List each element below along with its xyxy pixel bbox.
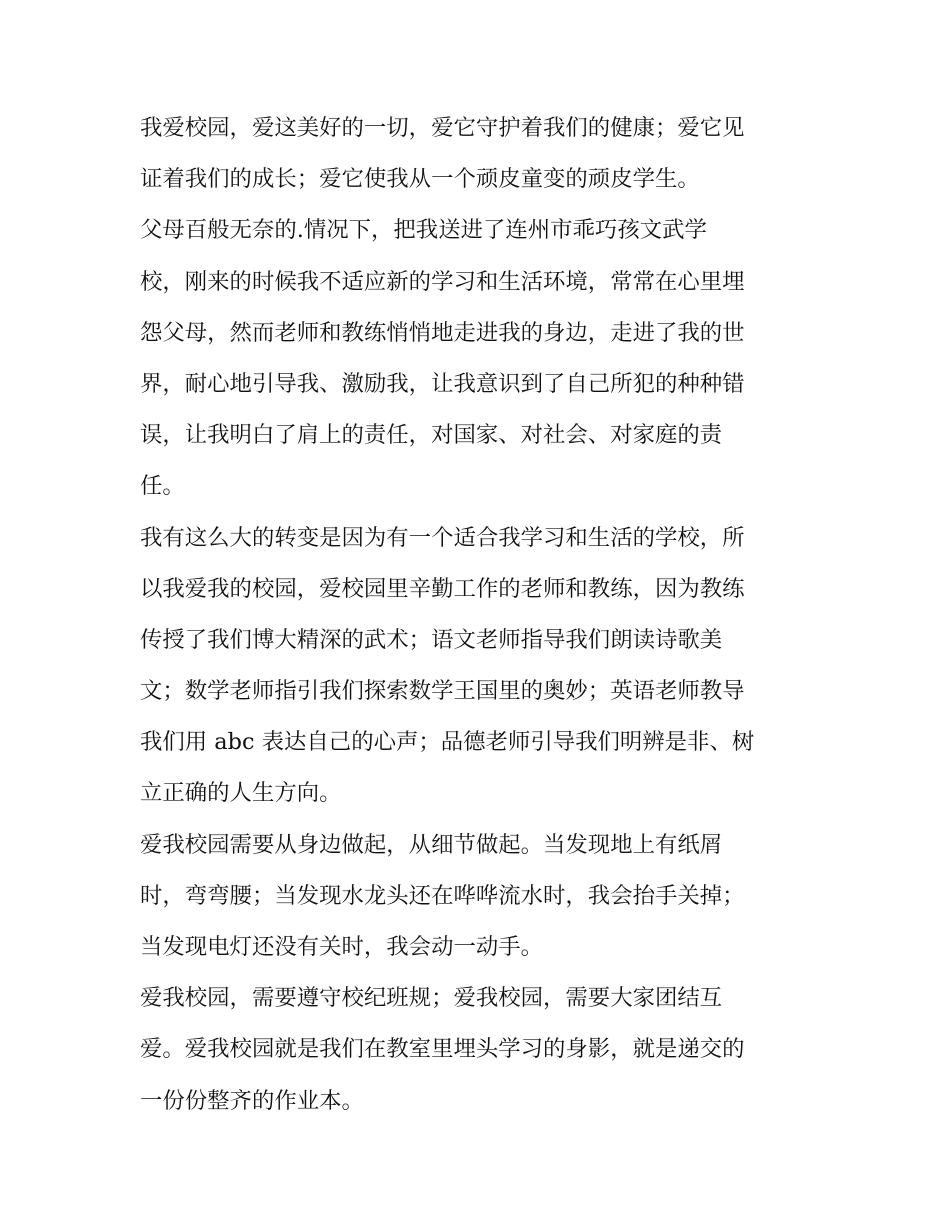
text-line: 爱。爱我校园就是我们在教室里埋头学习的身影，就是递交的: [140, 1036, 745, 1063]
text-line: 传授了我们博大精深的武术；语文老师指导我们朗读诗歌美: [140, 626, 723, 653]
text-line: 父母百般无奈的.情况下，把我送进了连州市乖巧孩文武学: [140, 217, 707, 244]
document-body: [140, 103, 812, 1127]
text-line: 时，弯弯腰；当发现水龙头还在哗哗流水时，我会抬手关掉；: [140, 882, 745, 909]
text-line: 爱我校园需要从身边做起，从细节做起。当发现地上有纸屑: [140, 831, 723, 858]
text-line: 我们用 abc 表达自己的心声；品德老师引导我们明辨是非、树: [140, 729, 755, 756]
text-line: 任。: [140, 473, 185, 500]
text-line: 证着我们的成长；爱它使我从一个顽皮童变的顽皮学生。: [140, 166, 700, 193]
text-line: 界，耐心地引导我、激励我，让我意识到了自己所犯的种种错: [140, 370, 745, 397]
text-line: 当发现电灯还没有关时，我会动一动手。: [140, 934, 544, 960]
text-line: 我有这么大的转变是因为有一个适合我学习和生活的学校，所: [140, 524, 745, 551]
text-line: 怨父母，然而老师和教练悄悄地走进我的身边，走进了我的世: [140, 319, 745, 346]
text-line: 一份份整齐的作业本。: [140, 1087, 364, 1114]
text-line: 校，刚来的时候我不适应新的学习和生活环境，常常在心里埋: [140, 268, 745, 295]
text-line: 立正确的人生方向。: [140, 780, 342, 807]
text-line: 以我爱我的校园，爱校园里辛勤工作的老师和教练，因为教练: [140, 575, 745, 602]
text-line: 爱我校园，需要遵守校纪班规；爱我校园，需要大家团结互: [140, 985, 723, 1012]
text-line: 我爱校园，爱这美好的一切，爱它守护着我们的健康；爱它见: [140, 115, 745, 141]
text-line: 文；数学老师指引我们探索数学王国里的奥妙；英语老师教导: [140, 678, 745, 705]
text-line: 误，让我明白了肩上的责任，对国家、对社会、对家庭的责: [140, 422, 723, 449]
